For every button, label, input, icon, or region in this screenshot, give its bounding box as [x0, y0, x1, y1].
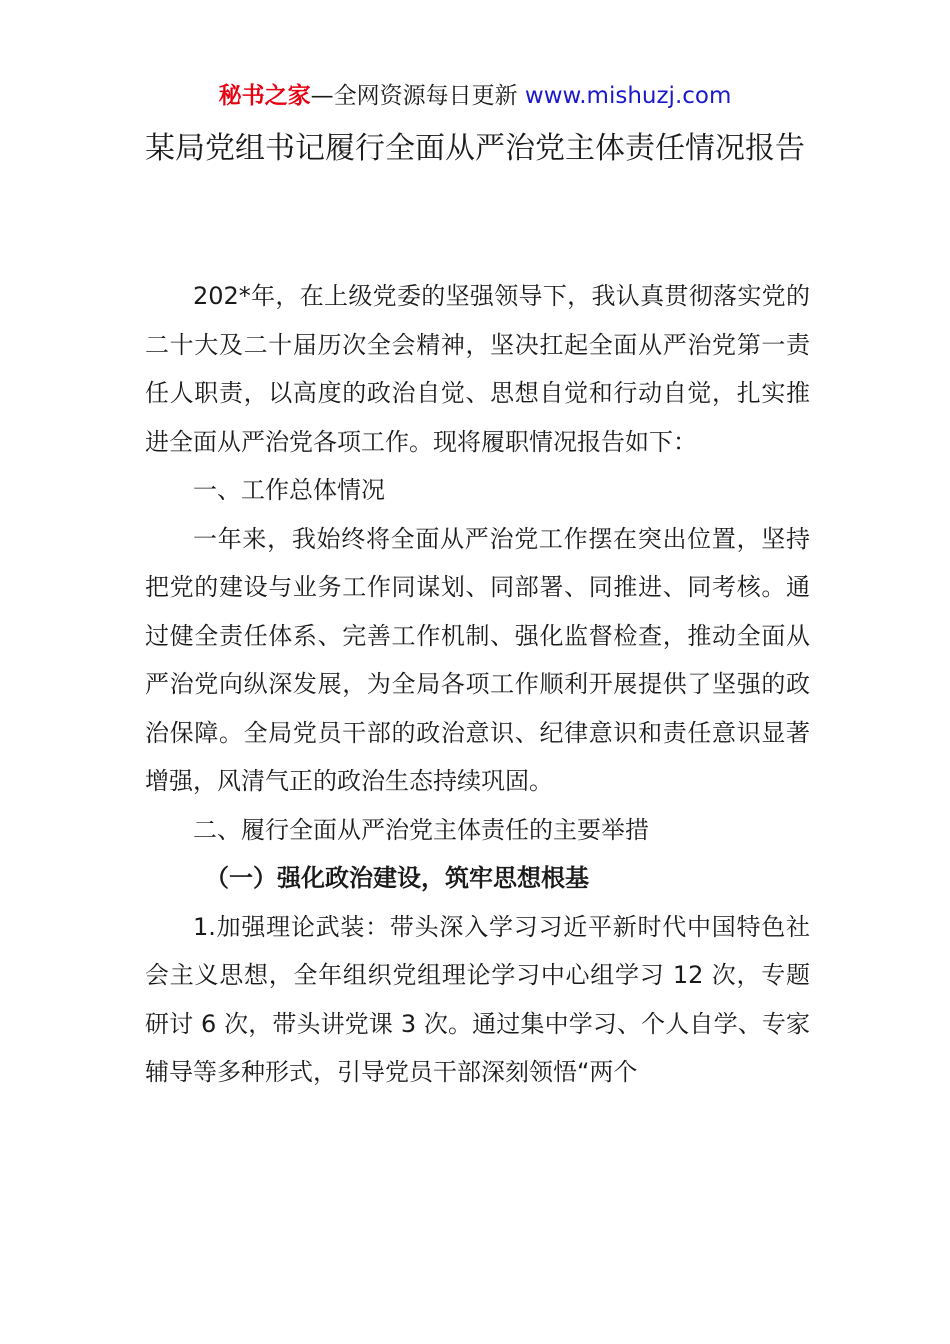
- site-slogan: —全网资源每日更新: [310, 83, 525, 109]
- intro-paragraph: 202*年，在上级党委的坚强领导下，我认真贯彻落实党的二十大及二十届历次全会精神，坚决扛起全面从严治党第一责任人职责，以高度的政治自觉、思想自觉和行动自觉，扎实推进全面从严治党各项工作。现将履职情况报告如下：: [145, 282, 810, 456]
- section-heading-overall: 一、工作总体情况: [193, 476, 385, 504]
- section-heading-measures: 二、履行全面从严治党主体责任的主要举措: [193, 815, 649, 844]
- overall-paragraph: 一年来，我始终将全面从严治党工作摆在突出位置，坚持把党的建设与业务工作同谋划、同部署、同推进、同考核。通过健全责任体系、完善工作机制、强化监督检查，推动全面从严治党向纵深发展，为全局各项工作顺利开展提供了坚强的政治保障。全局党员干部的政治意识、纪律意识和责任意识显著增强，风清气正的政治生态持续巩固。: [145, 524, 810, 795]
- brand-name: 秘书之家: [218, 83, 311, 109]
- document-body: [145, 272, 810, 1097]
- site-url-link[interactable]: www.mishuzj.com: [524, 83, 732, 109]
- document-title: 某局党组书记履行全面从严治党主体责任情况报告: [145, 131, 805, 166]
- site-header: [0, 78, 950, 114]
- subsection-heading-political: （一）强化政治建设，筑牢思想根基: [205, 864, 589, 892]
- theory-paragraph: 1.加强理论武装：带头深入学习习近平新时代中国特色社会主义思想，全年组织党组理论学习中心组学习 12 次，专题研讨 6 次，带头讲党课 3 次。通过集中学习、个人自学、专家辅导等多种形式，引导党员干部深刻领悟“两个: [145, 912, 810, 1086]
